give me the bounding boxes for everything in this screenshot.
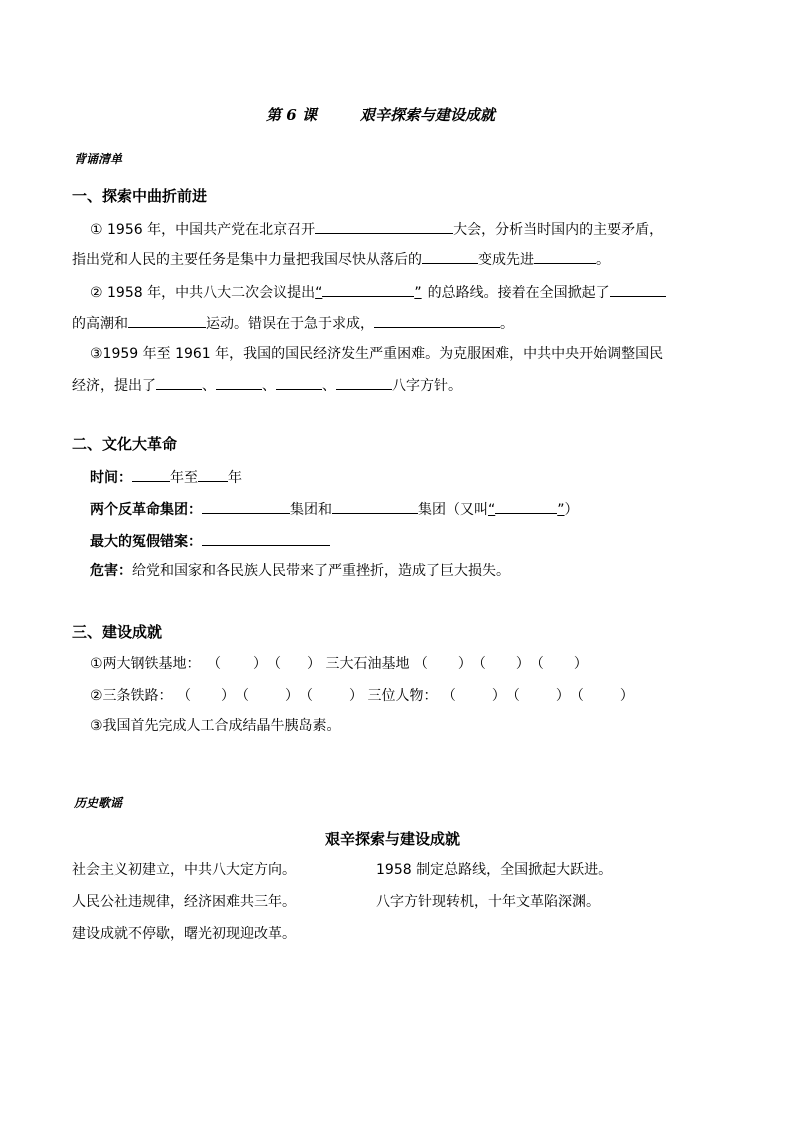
section2-groups bbox=[90, 498, 579, 520]
section1-item1-line2 bbox=[72, 248, 610, 270]
paren-blank[interactable]: （ ） bbox=[569, 688, 634, 704]
blank-policy-4[interactable] bbox=[336, 374, 392, 390]
group-quote-open: “ bbox=[488, 502, 496, 518]
song-line-3: 建设成就不停歇，曙光初现迎改革。 bbox=[72, 926, 296, 942]
item1-text-d: 变成先进 bbox=[478, 252, 534, 268]
blank-end-year[interactable] bbox=[198, 466, 228, 482]
year-to: 年至 bbox=[170, 470, 198, 486]
section1-item2-line2 bbox=[72, 312, 514, 334]
blank-policy-3[interactable] bbox=[276, 374, 322, 390]
item1-end: 。 bbox=[596, 252, 610, 268]
item1-text-b: 大会，分析当时国内的主要矛盾， bbox=[453, 222, 664, 238]
section3-line1 bbox=[90, 654, 588, 674]
case-label: 最大的冤假错案： bbox=[90, 534, 202, 550]
item2-text-c: 的高潮和 bbox=[72, 316, 128, 332]
section1-item2-line1 bbox=[90, 281, 666, 303]
paren-blank[interactable]: （ ） bbox=[413, 656, 472, 672]
section2-heading: 二、文化大革命 bbox=[72, 435, 178, 453]
paren-blank[interactable]: （ ） bbox=[299, 688, 364, 704]
paren-blank[interactable]: （ ） bbox=[177, 688, 236, 704]
item2-text-a: ② 1958 年，中共八大二次会议提出 bbox=[90, 285, 316, 301]
blank-commune[interactable] bbox=[128, 312, 206, 328]
harm-text: 给党和国家和各民族人民带来了严重挫折，造成了巨大损失。 bbox=[132, 563, 510, 579]
paren-blank[interactable]: （ ） bbox=[505, 688, 570, 704]
group-and: 集团和 bbox=[290, 502, 332, 518]
recite-label: 背诵清单 bbox=[74, 152, 123, 166]
blank-great-leap[interactable] bbox=[610, 281, 666, 297]
blank-congress[interactable] bbox=[315, 218, 453, 234]
group-end: 集团（又叫 bbox=[418, 502, 488, 518]
item2-quote-open: “ bbox=[315, 285, 323, 301]
section1-item3-line2 bbox=[72, 374, 462, 396]
lesson-title: 艰辛探索与建设成就 bbox=[360, 106, 496, 124]
oil-bases-label: 三大石油基地 bbox=[325, 656, 410, 672]
blank-policy-2[interactable] bbox=[216, 374, 262, 390]
item3-text-b: 经济，提出了 bbox=[72, 378, 156, 394]
blank-gang-name[interactable] bbox=[495, 498, 557, 514]
item1-text-a: ① 1956 年，中国共产党在北京召开 bbox=[90, 222, 316, 238]
railways-label: ②三条铁路： bbox=[90, 688, 173, 704]
group-quote-close: ” bbox=[557, 502, 565, 518]
section3-line2 bbox=[90, 686, 634, 706]
item1-text-c: 指出党和人民的主要任务是集中力量把我国尽快从落后的 bbox=[72, 252, 422, 268]
separator: 、 bbox=[262, 378, 276, 394]
groups-label: 两个反革命集团： bbox=[90, 502, 202, 518]
blank-general-line[interactable] bbox=[322, 281, 414, 297]
harm-label: 危害： bbox=[90, 563, 132, 579]
section2-case bbox=[90, 530, 330, 552]
blank-advanced[interactable] bbox=[534, 248, 596, 264]
history-label: 历史歌谣 bbox=[74, 796, 123, 810]
paren-blank[interactable]: （ ） bbox=[529, 656, 588, 672]
item2-end: 。 bbox=[500, 316, 514, 332]
blank-group-2[interactable] bbox=[332, 498, 418, 514]
blank-start-year[interactable] bbox=[132, 466, 170, 482]
year-suffix: 年 bbox=[228, 470, 242, 486]
paren-blank[interactable]: （ ） bbox=[207, 656, 268, 672]
blank-biggest-case[interactable] bbox=[202, 530, 330, 546]
section1-heading: 一、探索中曲折前进 bbox=[72, 187, 208, 205]
separator: 、 bbox=[202, 378, 216, 394]
item3-text-c: 八字方针。 bbox=[392, 378, 462, 394]
song-line-1a: 社会主义初建立，中共八大定方向。 bbox=[72, 862, 296, 878]
song-line-1b: 1958 制定总路线，全国掀起大跃进。 bbox=[376, 862, 613, 878]
song-title: 艰辛探索与建设成就 bbox=[325, 830, 461, 848]
item2-text-b: 的总路线。接着在全国掀起了 bbox=[427, 285, 610, 301]
section1-item3-line1: ③1959 年至 1961 年，我国的国民经济发生严重困难。为克服困难，中共中央开始调整国民 bbox=[90, 346, 664, 362]
blank-error[interactable] bbox=[374, 312, 500, 328]
song-line-2b: 八字方针现转机，十年文革陷深渊。 bbox=[376, 894, 600, 910]
figures-label: 三位人物： bbox=[367, 688, 438, 704]
blank-group-1[interactable] bbox=[202, 498, 290, 514]
section1-item1-line1 bbox=[90, 218, 663, 240]
section3-heading: 三、建设成就 bbox=[72, 623, 163, 641]
song-line-2a: 人民公社违规律，经济困难共三年。 bbox=[72, 894, 296, 910]
paren-blank[interactable]: （ ） bbox=[235, 688, 300, 704]
paren-blank[interactable]: （ ） bbox=[267, 656, 322, 672]
blank-backward[interactable] bbox=[422, 248, 478, 264]
section2-time bbox=[90, 466, 242, 488]
item2-quote-close: ” bbox=[414, 285, 422, 301]
group-paren-close: ） bbox=[564, 502, 579, 518]
lesson-number: 第 6 课 bbox=[266, 106, 317, 124]
section2-harm bbox=[90, 561, 510, 581]
time-label: 时间： bbox=[90, 470, 132, 486]
paren-blank[interactable]: （ ） bbox=[471, 656, 530, 672]
paren-blank[interactable]: （ ） bbox=[441, 688, 506, 704]
item2-text-d: 运动。错误在于急于求成， bbox=[206, 316, 374, 332]
section3-line3: ③我国首先完成人工合成结晶牛胰岛素。 bbox=[90, 718, 341, 734]
steel-bases-label: ①两大钢铁基地： bbox=[90, 656, 201, 672]
separator: 、 bbox=[322, 378, 336, 394]
blank-policy-1[interactable] bbox=[156, 374, 202, 390]
